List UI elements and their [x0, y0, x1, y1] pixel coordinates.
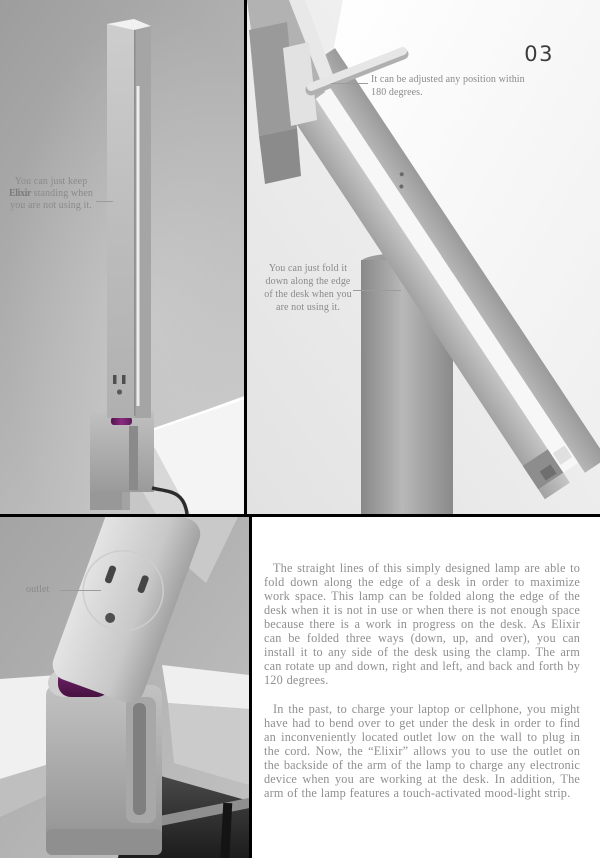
annotation-fold-down: You can just fold it down along the edge of the desk when you are not using it.: [264, 263, 352, 313]
outlet-slot-left: [113, 375, 117, 384]
outlet-ground-hole: [117, 389, 122, 394]
annotation-adjust-180: It can be adjusted any position within 180 degrees.: [371, 74, 525, 98]
clamp-foot: [90, 492, 122, 510]
clamp-foot: [46, 829, 162, 855]
render-lamp-folded: [247, 0, 600, 514]
lamp-arm-front-face: [107, 24, 135, 418]
clamp-lower: [259, 128, 301, 184]
mood-light-hinge: [111, 417, 132, 425]
clamp-slot: [129, 426, 138, 490]
paragraph-outlet-description: In the past, to charge your laptop or cellphone, you might have had to bend over to get under the desk in order to find an inconveniently located outlet low on the wall to plug in the cord. Now, the “Elixir” allows you to use the outlet on the backside of the arm of the lamp to charge any electronic device when you are working at the desk. In addition, The arm of the lamp features a touch-activated mood-light strip.: [264, 702, 580, 800]
clamp-slot: [133, 703, 146, 815]
brand-word: Elixir: [9, 188, 32, 199]
label-outlet: outlet: [26, 584, 50, 595]
outlet-slot-right: [122, 375, 126, 384]
paragraph-fold-description: The straight lines of this simply designed lamp are able to fold down along the edge of a desk in order to maximize work space. This lamp can be folded along the edge of the desk when it is not in use or when there is not enough space because there is a work in progress on the desk. As Elixir can be folded three ways (down, up, and over), you can install it to any side of the desk using the clamp. The arm can rotate up and down, right and left, and back and forth by 120 degrees.: [264, 561, 580, 687]
leader-line: [96, 201, 113, 202]
leader-line: [331, 83, 368, 84]
page-number: 03: [524, 42, 554, 66]
leader-line: [60, 590, 101, 591]
render-lamp-standing: [0, 0, 244, 514]
annotation-keep-standing: You can just keep Elixir standing when you are not using it.: [9, 176, 93, 211]
render-outlet-closeup: [0, 517, 249, 858]
article-text: [264, 561, 580, 815]
description-panel: [252, 517, 600, 858]
outlet-render: [0, 517, 249, 858]
standing-lamp-render: [0, 0, 244, 514]
leader-line: [353, 290, 401, 291]
light-strip: [137, 86, 140, 406]
